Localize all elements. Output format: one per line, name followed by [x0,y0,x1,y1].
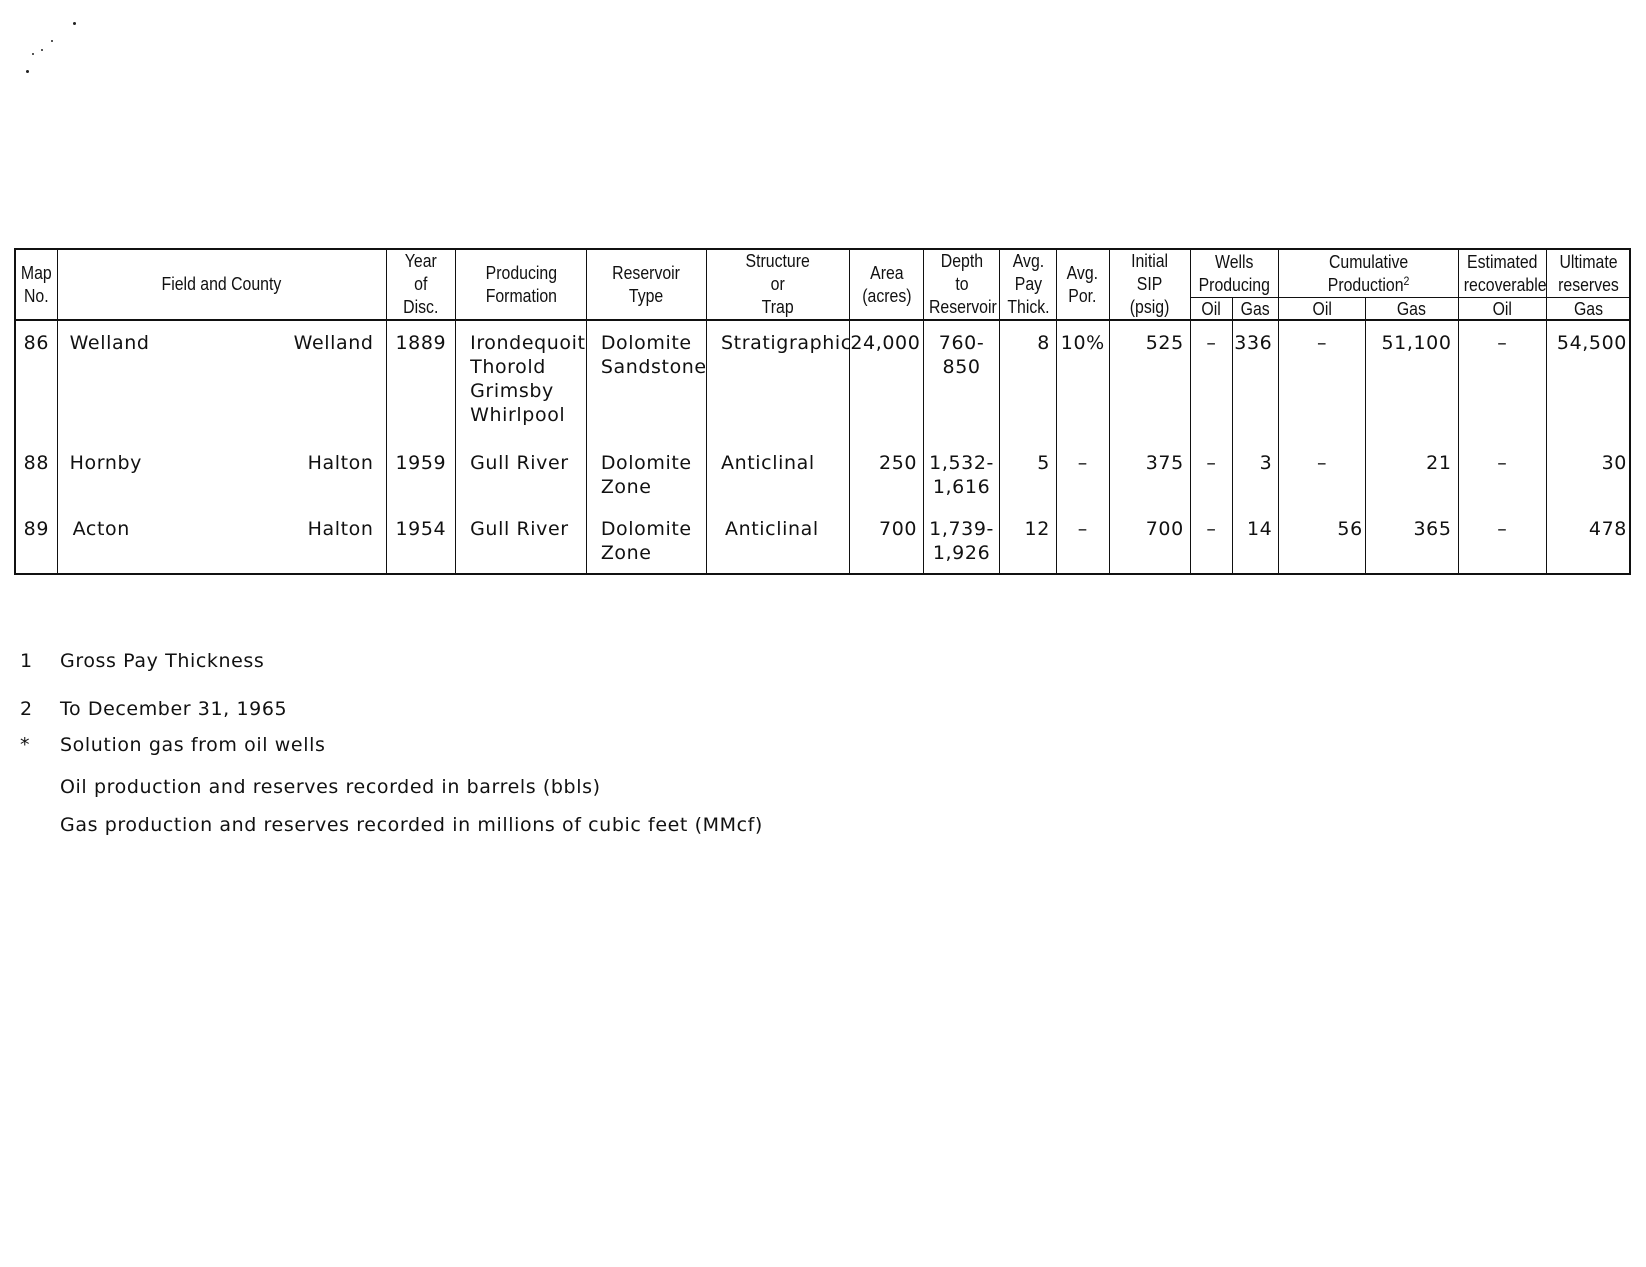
cell-est-oil: – [1458,441,1547,507]
cell-field-county [57,441,386,507]
cell-est-oil: – [1458,320,1547,441]
cell-wells-oil: – [1190,441,1232,507]
footnote-text: Gas production and reserves recorded in millions of cubic feet (MMcf) [60,814,763,836]
cell-avg-pay: 5 [1000,441,1057,507]
table-row [15,320,1630,441]
header-area: Area (acres) [854,249,919,320]
cell-structure: Anticlinal [706,441,849,507]
cell-ult-gas: 30 [1547,441,1630,507]
cell-area: 250 [850,441,924,507]
cell-field: Welland [69,332,150,354]
cell-cum-gas: 51,100 [1365,320,1458,441]
header-map-no: Map No. [18,249,55,320]
header-depth: Depth to Reservoir [928,249,995,320]
table-row [15,441,1630,507]
header-avg-por: Avg. Por. [1060,249,1106,320]
cell-year: 1959 [386,441,456,507]
cell-area: 24,000 [850,320,924,441]
cell-field: Acton [72,518,130,540]
cell-wells-gas: 14 [1232,507,1278,574]
header-ult-gas: Gas [1552,298,1625,320]
cell-ult-gas: 478 [1547,507,1630,574]
cell-initial-sip: 525 [1109,320,1190,441]
header-wells-producing: Wells Producing [1196,249,1274,298]
cell-structure: Anticlinal [706,507,849,574]
cell-field-county [57,507,386,574]
header-structure-trap: Structure or Trap [715,249,841,320]
cell-cum-oil: – [1279,320,1365,441]
cell-initial-sip: 700 [1109,507,1190,574]
cell-map-no: 88 [15,441,57,507]
footnote-text: To December 31, 1965 [60,698,288,720]
cell-avg-por: 10% [1056,320,1109,441]
footnote-text: Oil production and reserves recorded in barrels (bbls) [60,776,601,798]
footnote-text: Solution gas from oil wells [60,734,326,756]
cell-county: Welland [293,332,374,354]
cell-structure: Stratigraphic [706,320,849,441]
cell-year: 1889 [386,320,456,441]
header-ultimate-reserves: Ultimate reserves [1552,249,1625,298]
footnote-text: Gross Pay Thickness [60,650,265,672]
cell-year: 1954 [386,507,456,574]
cell-formation: Irondequoit Thorold Grimsby Whirlpool [456,320,587,441]
cell-area: 700 [850,507,924,574]
cell-wells-oil: – [1190,507,1232,574]
cell-avg-por: – [1056,507,1109,574]
footnote-marker: * [20,734,31,756]
header-producing-formation: Producing Formation [463,249,578,320]
cell-formation: Gull River [456,441,587,507]
cell-depth: 1,532- 1,616 [924,441,1000,507]
cell-avg-por: – [1056,441,1109,507]
header-cumulative-production [1290,249,1448,298]
cell-initial-sip: 375 [1109,441,1190,507]
cell-wells-oil: – [1190,320,1232,441]
header-wells-oil: Oil [1193,298,1230,320]
cell-depth: 1,739- 1,926 [924,507,1000,574]
header-field-county: Field and County [77,249,366,320]
header-avg-pay: Avg. Pay Thick. [1003,249,1053,320]
footnote-marker: 1 [20,650,33,672]
cell-map-no: 89 [15,507,57,574]
cell-depth: 760- 850 [924,320,1000,441]
header-year-disc: Year of Disc. [390,249,451,320]
cell-reservoir-type: Dolomite Zone [586,441,706,507]
cell-reservoir-type: Dolomite Sandstone [586,320,706,441]
scan-specks [20,18,100,88]
cell-county: Halton [307,518,374,540]
header-est-oil: Oil [1463,298,1541,320]
cell-formation: Gull River [456,507,587,574]
cell-avg-pay: 12 [1000,507,1057,574]
footnote-ref-2: 2 [1403,273,1410,288]
cell-wells-gas: 336 [1232,320,1278,441]
table-row [15,507,1630,574]
header-wells-gas: Gas [1235,298,1276,320]
cell-cum-oil: 56 [1279,507,1365,574]
cell-wells-gas: 3 [1232,441,1278,507]
header-reservoir-type: Reservoir Type [594,249,700,320]
cell-cum-gas: 21 [1365,441,1458,507]
cumulative-production-label: Cumulative Production [1327,251,1409,295]
cell-avg-pay: 8 [1000,320,1057,441]
footnote-marker: 2 [20,698,33,720]
header-cum-oil: Oil [1284,298,1360,320]
cell-field: Hornby [69,452,142,474]
cell-cum-oil: – [1279,441,1365,507]
cell-county: Halton [307,452,374,474]
header-cum-gas: Gas [1371,298,1453,320]
header-initial-sip: Initial SIP (psig) [1114,249,1185,320]
cell-map-no: 86 [15,320,57,441]
cell-ult-gas: 54,500 [1547,320,1630,441]
cell-cum-gas: 365 [1365,507,1458,574]
cell-est-oil: – [1458,507,1547,574]
cell-reservoir-type: Dolomite Zone [586,507,706,574]
cell-field-county [57,320,386,441]
reservoir-data-table [14,248,1631,575]
header-estimated-recoverable: Estimated recoverable [1463,249,1541,298]
